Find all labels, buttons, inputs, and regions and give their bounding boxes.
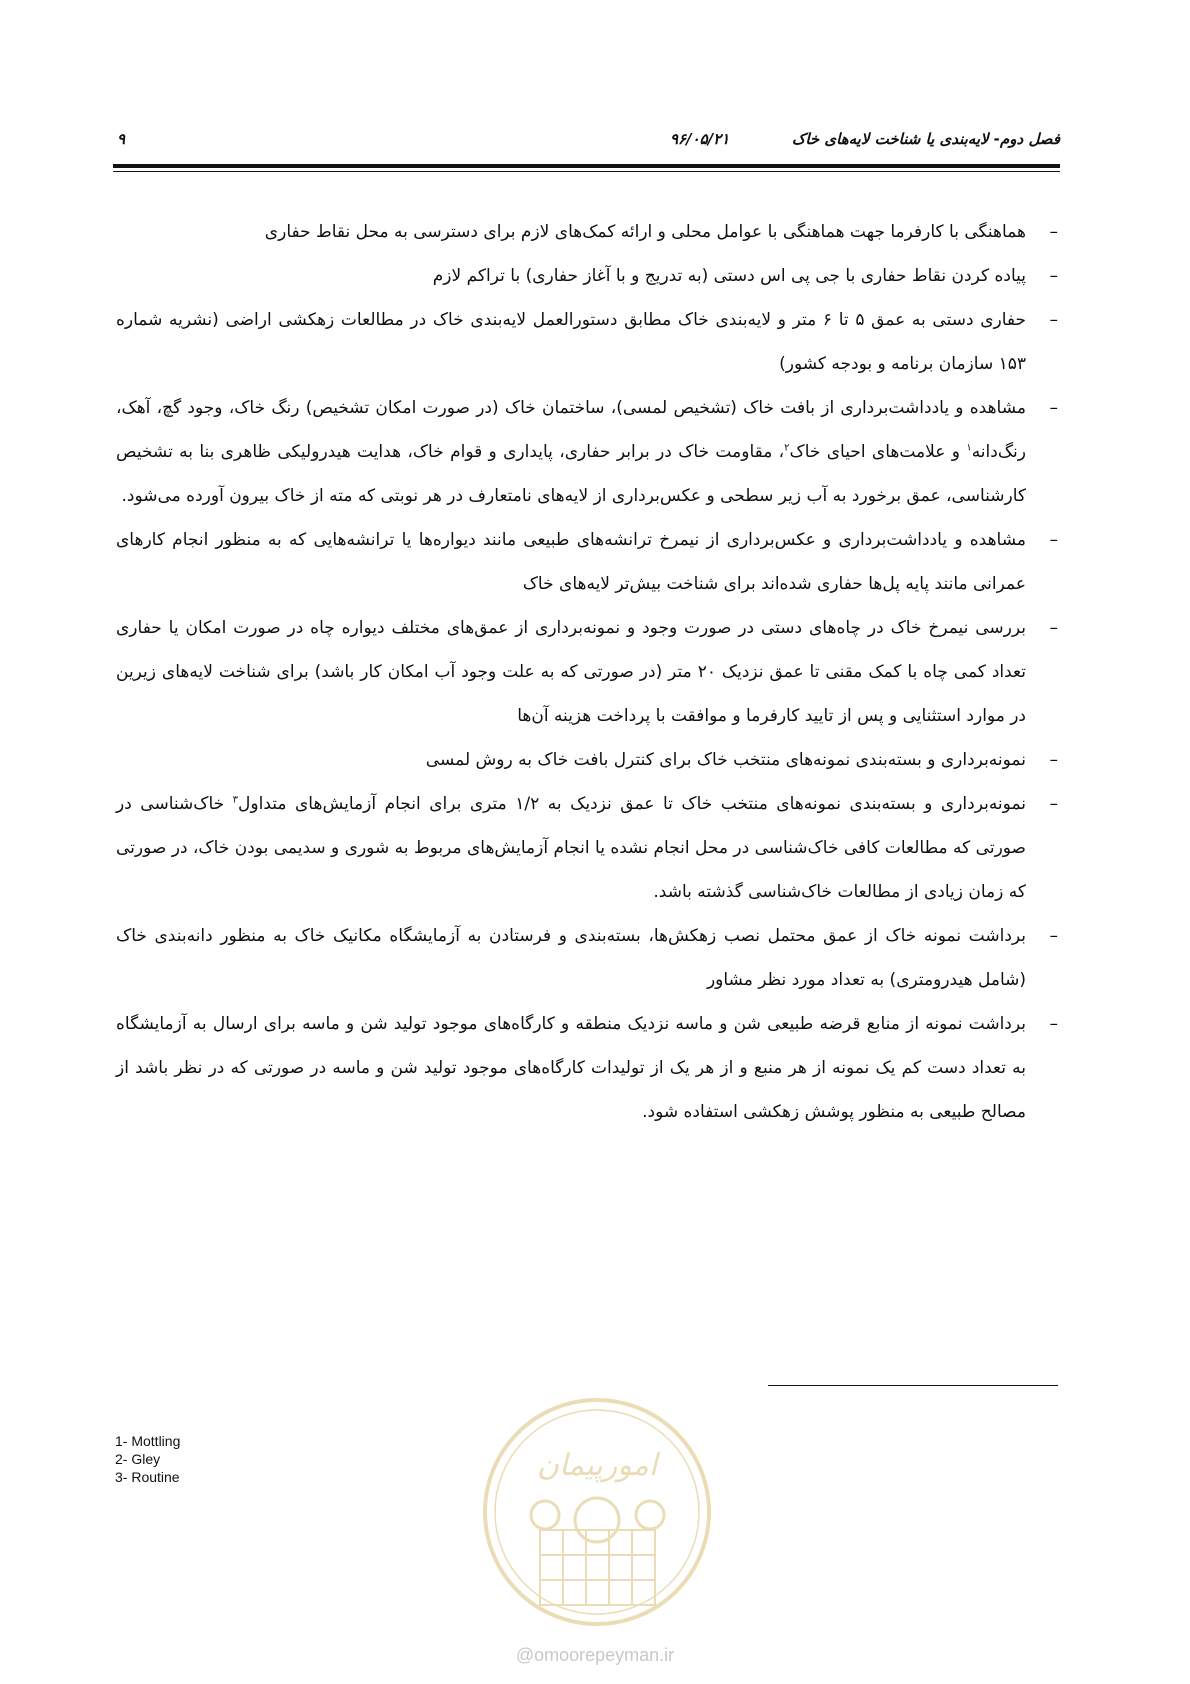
footnote-item: 1- Mottling <box>115 1433 181 1449</box>
list-item-text: و علامت‌های احیای خاک <box>789 442 967 462</box>
footnote-ref: ۳ <box>232 794 239 806</box>
list-item <box>116 210 1058 254</box>
list-item <box>116 254 1058 298</box>
wrench-icon <box>636 1501 664 1529</box>
list-item-text: پیاده کردن نقاط حفاری با جی پی اس دستی (به تدریج و با آغاز حفاری) با تراکم لازم <box>432 266 1026 286</box>
bullet-dash: – <box>1049 266 1058 286</box>
page-header <box>115 130 1060 154</box>
header-rule-thick <box>113 164 1060 168</box>
watermark-url: @omoorepeyman.ir <box>515 1645 675 1665</box>
header-rule-thin <box>113 171 1060 172</box>
footnote-ref: ۲ <box>784 442 790 454</box>
list-item <box>116 386 1058 518</box>
scale-icon <box>531 1501 559 1529</box>
list-item-text: حفاری دستی به عمق ۵ تا ۶ متر و لایه‌بندی خاک مطابق دستورالعمل لایه‌بندی خاک در مطالعات زهکشی اراضی (نشریه شماره ۱۵۳ سازمان برنامه و بودجه کشور) <box>116 310 1027 374</box>
list-item <box>116 606 1058 738</box>
bullet-dash: – <box>1049 750 1058 770</box>
body-content <box>116 210 1058 1134</box>
list-item <box>116 518 1058 606</box>
list-item <box>116 298 1058 386</box>
list-item-text: نمونه‌برداری و بسته‌بندی نمونه‌های منتخب خاک تا عمق نزدیک به ۱/۲ متری برای انجام آزمایش‌های متداول <box>238 794 1027 814</box>
list-item-text: برداشت نمونه از منابع قرضه طبیعی شن و ماسه نزدیک منطقه و کارگاه‌های موجود تولید شن و ماسه برای ارسال به آزمایشگاه به تعداد دست کم یک نمونه از هر منبع و از هر یک از تولیدات کارگاه‌های موجود تولید شن و ماسه در صورتی که در نظر باشد از مصالح طبیعی به منظور پوشش زهکشی استفاده شود. <box>116 1014 1026 1122</box>
list-item <box>116 1002 1058 1134</box>
gear-icon <box>575 1498 619 1542</box>
bullet-dash: – <box>1049 398 1058 418</box>
list-item-text: ، مقاومت خاک در برابر حفاری، پایداری و قوام خاک، هدایت هیدرولیکی ظاهری بنا به تشخیص کارشناسی، عمق برخورد به آب زیر سطحی و عکس‌برداری از لایه‌های نامتعارف در هر نوبتی که مته از خاک بیرون آورده می‌شود. <box>116 442 1026 506</box>
list-item <box>116 782 1058 914</box>
footnotes <box>115 1432 180 1486</box>
bullet-dash: – <box>1049 222 1058 242</box>
watermark-inner-ring <box>495 1410 699 1614</box>
header-date: ۹۶/۰۵/۲۱ <box>670 130 730 148</box>
list-item-text: مشاهده و یادداشت‌برداری و عکس‌برداری از نیمرخ ترانشه‌های طبیعی مانند دیواره‌ها یا ترانشه‌هایی که به منظور انجام کارهای عمرانی مانند پایه پل‌ها حفاری شده‌اند برای شناخت بیش‌تر لایه‌های خاک <box>116 530 1026 594</box>
chapter-title: فصل دوم- لایه‌بندی یا شناخت لایه‌های خاک <box>791 130 1060 148</box>
bullet-dash: – <box>1049 794 1058 814</box>
footnote-item: 2- Gley <box>115 1451 161 1467</box>
footnote-item: 3- Routine <box>115 1469 180 1485</box>
bullet-dash: – <box>1049 310 1058 330</box>
watermark-logo-text: امورپیمان <box>536 1448 658 1483</box>
list-item-text: خاک‌شناسی در صورتی که مطالعات کافی خاک‌شناسی در محل انجام نشده یا انجام آزمایش‌های مربوط به شوری و سدیمی بودن خاک، در صورتی که زمان زیادی از مطالعات خاک‌شناسی گذشته باشد. <box>116 794 1026 902</box>
list-item-text: بررسی نیمرخ خاک در چاه‌های دستی در صورت وجود و نمونه‌برداری از عمق‌های مختلف دیواره چاه در صورت امکان یا حفاری تعداد کمی چاه با کمک مقنی تا عمق نزدیک ۲۰ متر (در صورتی که به علت وجود آب امکان کار باشد) برای شناخت لایه‌های زیرین در موارد استثنایی و پس از تایید کارفرما و موافقت با پرداخت هزینه آن‌ها <box>116 618 1026 726</box>
bullet-dash: – <box>1049 618 1058 638</box>
list-item-text: برداشت نمونه خاک از عمق محتمل نصب زهکش‌ها، بسته‌بندی و فرستادن به آزمایشگاه مکانیک خاک به منظور دانه‌بندی خاک (شامل هیدرومتری) به تعداد مورد نظر مشاور <box>116 926 1026 990</box>
list-item-text: مشاهده و یادداشت‌برداری از بافت خاک (تشخیص لمسی)، ساختمان خاک (در صورت امکان تشخیص) رنگ خاک، وجود گچ، آهک، رنگ‌دانه <box>116 398 1026 462</box>
bullet-dash: – <box>1049 1014 1058 1034</box>
list-item-text: نمونه‌برداری و بسته‌بندی نمونه‌های منتخب خاک برای کنترل بافت خاک به روش لمسی <box>425 750 1026 770</box>
bullet-dash: – <box>1049 530 1058 550</box>
list-item-text: هماهنگی با کارفرما جهت هماهنگی با عوامل محلی و ارائه کمک‌های لازم برای دسترسی به محل نقاط حفاری <box>264 222 1026 242</box>
watermark-logo <box>480 1395 715 1630</box>
bullet-list <box>116 210 1058 1134</box>
bullet-dash: – <box>1049 926 1058 946</box>
footnote-ref: ۱ <box>966 442 972 454</box>
page-number: ۹ <box>117 130 126 148</box>
list-item <box>116 738 1058 782</box>
list-item <box>116 914 1058 1002</box>
watermark-ring <box>485 1400 709 1624</box>
footnote-separator <box>768 1385 1058 1386</box>
